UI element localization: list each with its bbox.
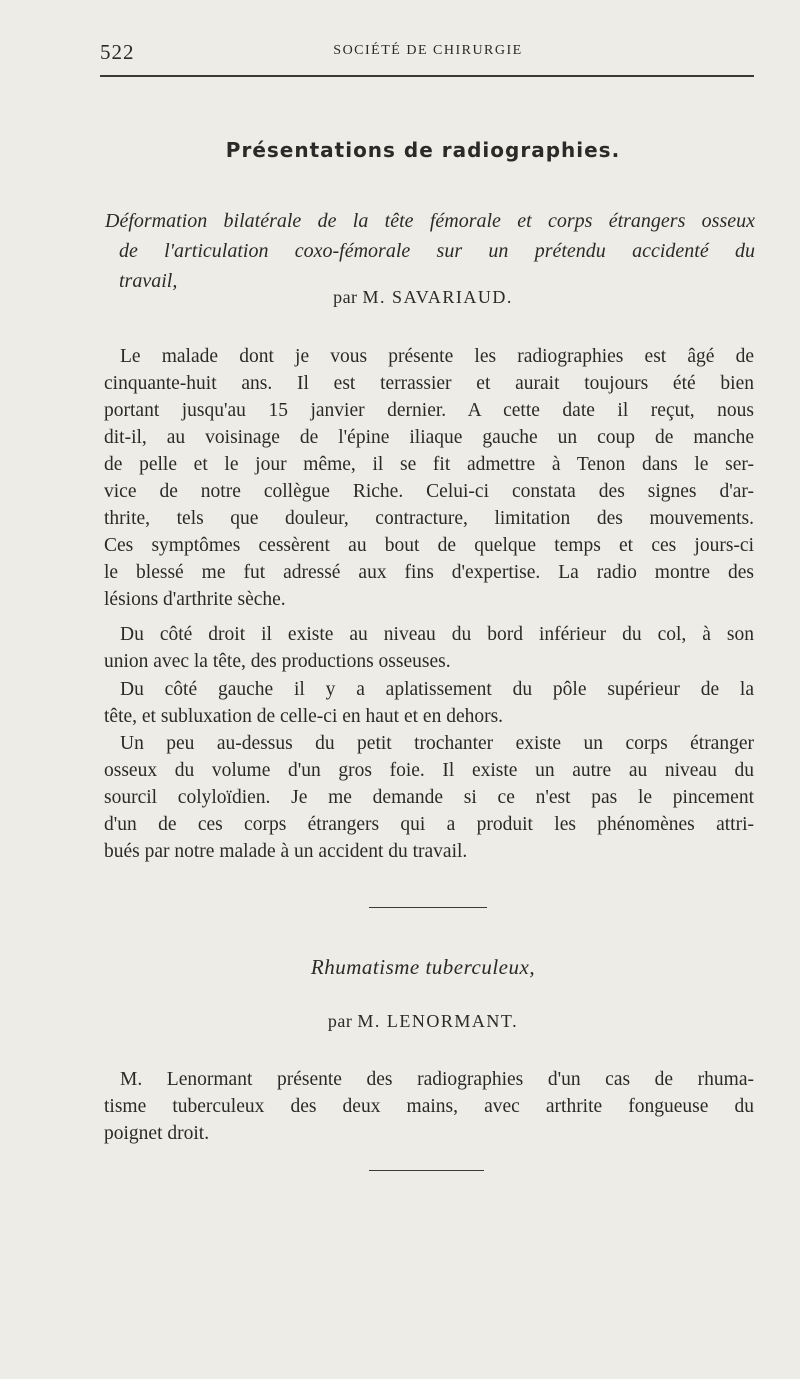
header-rule bbox=[100, 75, 754, 77]
paragraph bbox=[104, 1066, 754, 1147]
section-divider bbox=[369, 907, 487, 908]
byline-prefix: par bbox=[333, 287, 358, 307]
paragraph bbox=[104, 343, 754, 613]
page-header bbox=[100, 40, 756, 64]
author-name: M. SAVARIAUD. bbox=[362, 287, 513, 307]
text-line: osseux du volume d'un gros foie. Il existe un autre au niveau du bbox=[104, 760, 754, 781]
paragraph bbox=[104, 730, 754, 865]
text-line: cinquante-huit ans. Il est terrassier et aurait toujours été bien bbox=[104, 373, 754, 394]
text-line: lésions d'arthrite sèche. bbox=[104, 589, 286, 610]
text-line: Ces symptômes cessèrent au bout de quelque temps et ces jours-ci bbox=[104, 535, 754, 556]
article-title: Rhumatisme tuberculeux, bbox=[310, 955, 536, 979]
text-line: Le malade dont je vous présente les radiographies est âgé de bbox=[120, 346, 754, 367]
text-line: poignet droit. bbox=[104, 1123, 210, 1144]
article-title-line: de l'articulation coxo-fémorale sur un prétendu accidenté du bbox=[119, 240, 755, 262]
article-byline bbox=[0, 287, 800, 308]
text-line: M. Lenormant présente des radiographies d'un cas de rhuma- bbox=[120, 1069, 754, 1090]
text-line: tête, et subluxation de celle-ci en haut et en dehors. bbox=[104, 706, 504, 727]
text-line: thrite, tels que douleur, contracture, limitation des mouvements. bbox=[104, 508, 754, 529]
paragraph bbox=[104, 676, 754, 730]
author-name: M. LENORMANT. bbox=[357, 1011, 519, 1031]
running-head: SOCIÉTÉ DE CHIRURGIE bbox=[333, 43, 523, 58]
text-line: bués par notre malade à un accident du travail. bbox=[104, 841, 468, 862]
paragraph bbox=[104, 621, 754, 675]
article-title-line: Déformation bilatérale de la tête fémorale et corps étrangers osseux bbox=[105, 210, 755, 232]
text-line: de pelle et le jour même, il se fit admettre à Tenon dans le ser- bbox=[104, 454, 754, 475]
byline-prefix: par bbox=[327, 1011, 353, 1031]
text-line: le blessé me fut adressé aux fins d'expertise. La radio montre des bbox=[104, 562, 754, 583]
article-title-line: travail, bbox=[119, 270, 178, 292]
text-line: union avec la tête, des productions osseuses. bbox=[104, 651, 451, 672]
text-line: Du côté gauche il y a aplatissement du pôle supérieur de la bbox=[120, 679, 754, 700]
text-line: vice de notre collègue Riche. Celui-ci constata des signes d'ar- bbox=[104, 481, 754, 502]
text-line: d'un de ces corps étrangers qui a produit les phénomènes attri- bbox=[104, 814, 754, 835]
text-line: dit-il, au voisinage de l'épine iliaque gauche un coup de manche bbox=[104, 427, 754, 448]
text-line: Un peu au-dessus du petit trochanter existe un corps étranger bbox=[120, 733, 754, 754]
text-line: Du côté droit il existe au niveau du bord inférieur du col, à son bbox=[120, 624, 754, 645]
page-number: 522 bbox=[100, 40, 135, 64]
text-line: sourcil colyloïdien. Je me demande si ce n'est pas le pincement bbox=[104, 787, 754, 808]
article-title bbox=[105, 206, 755, 296]
article-byline bbox=[0, 1011, 800, 1032]
section-divider bbox=[369, 1170, 484, 1171]
section-title: Présentations de radiographies. bbox=[225, 138, 621, 162]
text-line: portant jusqu'au 15 janvier dernier. A cette date il reçut, nous bbox=[104, 400, 754, 421]
text-line: tisme tuberculeux des deux mains, avec arthrite fongueuse du bbox=[104, 1096, 754, 1117]
